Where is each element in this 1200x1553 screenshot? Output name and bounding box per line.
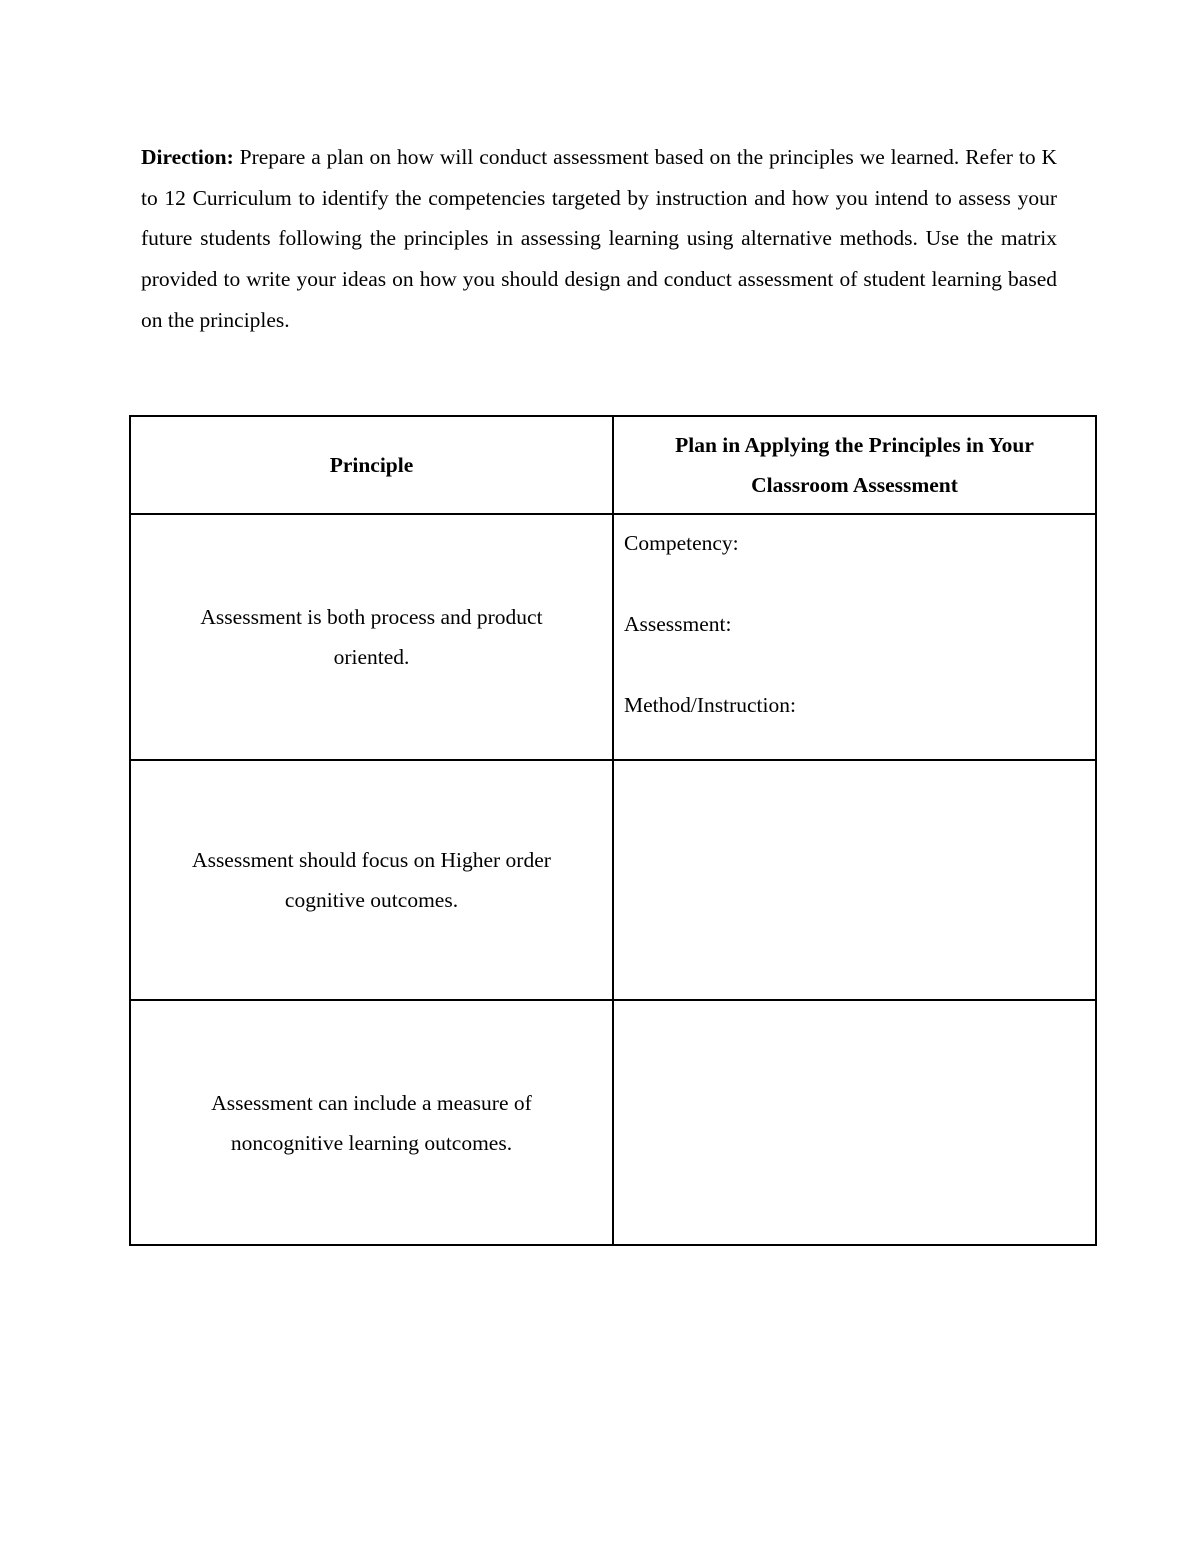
principle-cell: Assessment is both process and product oriented. — [130, 514, 613, 760]
assessment-plan-matrix — [129, 415, 1097, 1246]
plan-cell-empty[interactable] — [613, 1000, 1096, 1245]
plan-assessment-label: Assessment: — [624, 612, 732, 636]
direction-label: Direction: — [141, 145, 234, 169]
table-row — [130, 760, 1096, 1000]
plan-cell[interactable] — [613, 514, 1096, 760]
principle-cell: Assessment can include a measure of noncognitive learning outcomes. — [130, 1000, 613, 1245]
table-row — [130, 1000, 1096, 1245]
table-row — [130, 514, 1096, 760]
header-plan: Plan in Applying the Principles in Your Classroom Assessment — [613, 416, 1096, 514]
plan-cell-empty[interactable] — [613, 760, 1096, 1000]
table-header-row — [130, 416, 1096, 514]
header-principle: Principle — [130, 416, 613, 514]
plan-method-label: Method/Instruction: — [624, 693, 796, 717]
principle-cell: Assessment should focus on Higher order cognitive outcomes. — [130, 760, 613, 1000]
plan-competency-label: Competency: — [624, 531, 739, 555]
direction-text: Prepare a plan on how will conduct assessment based on the principles we learned. Refer to K to 12 Curriculum to identify the competencies targeted by instruction and how you intend to assess your future students following the principles in assessing learning using alternative methods. Use the matrix provided to write your ideas on how you should design and conduct assessment of student learning based on the principles. — [141, 145, 1057, 332]
direction-paragraph — [141, 137, 1057, 341]
